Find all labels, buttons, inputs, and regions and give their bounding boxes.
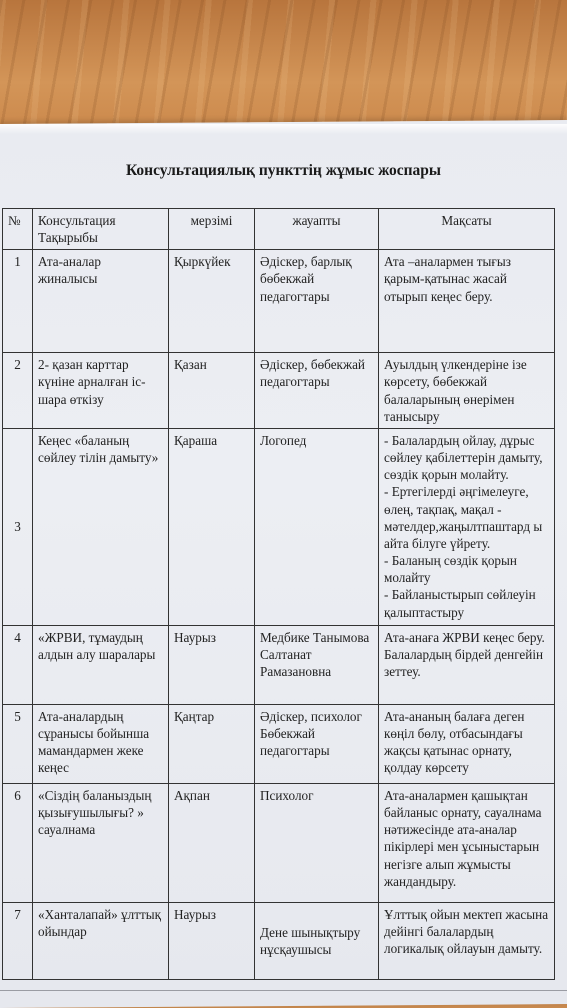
row-period: Наурыз: [169, 625, 255, 704]
page-bottom-divider: [0, 990, 567, 991]
row-period: Қараша: [169, 428, 255, 625]
row-number: 1: [3, 250, 33, 353]
row-goal: [379, 625, 555, 704]
table-row: [3, 783, 555, 902]
row-number: 6: [3, 783, 33, 902]
goal-line: - Ертегілерді әңгімелеуге, өлең, тақпақ, мақал - мәтелдер,жаңылтпаштард ы айта білуге үйрету.: [384, 484, 543, 551]
goal-line: Балалардың бірдей денгейін зеттеу.: [384, 647, 544, 680]
goal-line: Ұлттық ойын мектеп жасына дейінгі балалардың логикалық ойлауын дамыту.: [384, 906, 549, 957]
goal-line: Ата-ананың балаға деген көңіл бөлу, отбасындағы жақсы қатынас орнату, қолдау көрсету: [384, 708, 525, 776]
document-title: Консультациялық пункттің жұмыс жоспары: [125, 162, 442, 179]
row-number: 5: [3, 704, 33, 783]
table-row: [3, 902, 555, 979]
paper-top-edge: [0, 124, 567, 134]
row-goal: [379, 250, 555, 353]
row-responsible: Логопед: [255, 428, 379, 625]
row-number: 3: [3, 428, 33, 625]
row-period: Қыркүйек: [169, 250, 255, 353]
row-responsible: Әдіскер, бөбекжай педагогтары: [255, 353, 379, 429]
row-number: 2: [3, 353, 33, 429]
row-topic: 2- қазан карттар күніне арналған іс-шара өткізу: [33, 353, 169, 429]
row-number: 7: [3, 902, 33, 979]
row-goal: [379, 783, 555, 902]
row-responsible: Психолог: [255, 783, 379, 902]
goal-line: Ауылдың үлкендеріне ізе көрсету, бөбекжай балаларының өнерімен танысыру: [384, 357, 527, 424]
row-period: Қаңтар: [169, 704, 255, 783]
goal-line: - Балалардың ойлау, дұрыс сөйлеу қабілеттерін дамыту, сөздік қорын молайту.: [384, 432, 543, 483]
work-plan-table: [2, 208, 555, 980]
row-goal: [379, 353, 555, 429]
table-row: [3, 625, 555, 704]
row-topic: «Сіздің баланыздың қызығушылығы? » сауалнама: [33, 783, 169, 902]
goal-line: - Байланыстырып сөйлеуін қалыптастыру: [384, 587, 536, 620]
row-responsible: Медбике Танымова Салтанат Рамазановна: [255, 625, 379, 704]
row-topic: «ЖРВИ, тұмаудың алдын алу шаралары: [33, 625, 169, 704]
row-goal: [379, 902, 555, 979]
row-number: 4: [3, 625, 33, 704]
row-goal: [379, 704, 555, 783]
goal-line: Ата –аналармен тығыз қарым-қатынас жасай отырып кеңес беру.: [384, 254, 511, 304]
table-row: [3, 353, 555, 429]
row-goal: [379, 428, 555, 625]
goal-line: - Баланың сөздік қорын молайту: [384, 553, 517, 586]
header-goal: Мақсаты: [379, 209, 555, 250]
row-topic: Кеңес «баланың сөйлеу тілін дамыту»: [33, 428, 169, 625]
table-row: [3, 250, 555, 353]
goal-line: Ата-аналармен қашықтан байланыс орнату, сауалнама нәтижесінде ата-аналар пікірлері мен ұсыныстарын негізге алып жұмысты жандандыру.: [384, 787, 542, 889]
table-row: [3, 704, 555, 783]
row-period: Қазан: [169, 353, 255, 429]
header-topic: Консультация Тақырыбы: [33, 209, 169, 250]
row-topic: Ата-аналардың сұранысы бойынша мамандармен жеке кеңес: [33, 704, 169, 783]
header-number: №: [3, 209, 33, 250]
row-topic: «Ханталапай» ұлттық ойындар: [33, 902, 169, 979]
goal-line: Ата-анаға ЖРВИ кеңес беру.: [384, 629, 545, 645]
row-responsible: Дене шынықтыру нұсқаушысы: [255, 902, 379, 979]
row-topic: Ата-аналар жиналысы: [33, 250, 169, 353]
table-row: [3, 428, 555, 625]
row-responsible: Әдіскер, психолог Бөбекжай педагогтары: [255, 704, 379, 783]
header-responsible: жауапты: [255, 209, 379, 250]
row-period: Наурыз: [169, 902, 255, 979]
row-responsible: Әдіскер, барлық бөбекжай педагогтары: [255, 250, 379, 353]
table-header-row: [3, 209, 555, 250]
header-period: мерзімі: [169, 209, 255, 250]
row-period: Ақпан: [169, 783, 255, 902]
